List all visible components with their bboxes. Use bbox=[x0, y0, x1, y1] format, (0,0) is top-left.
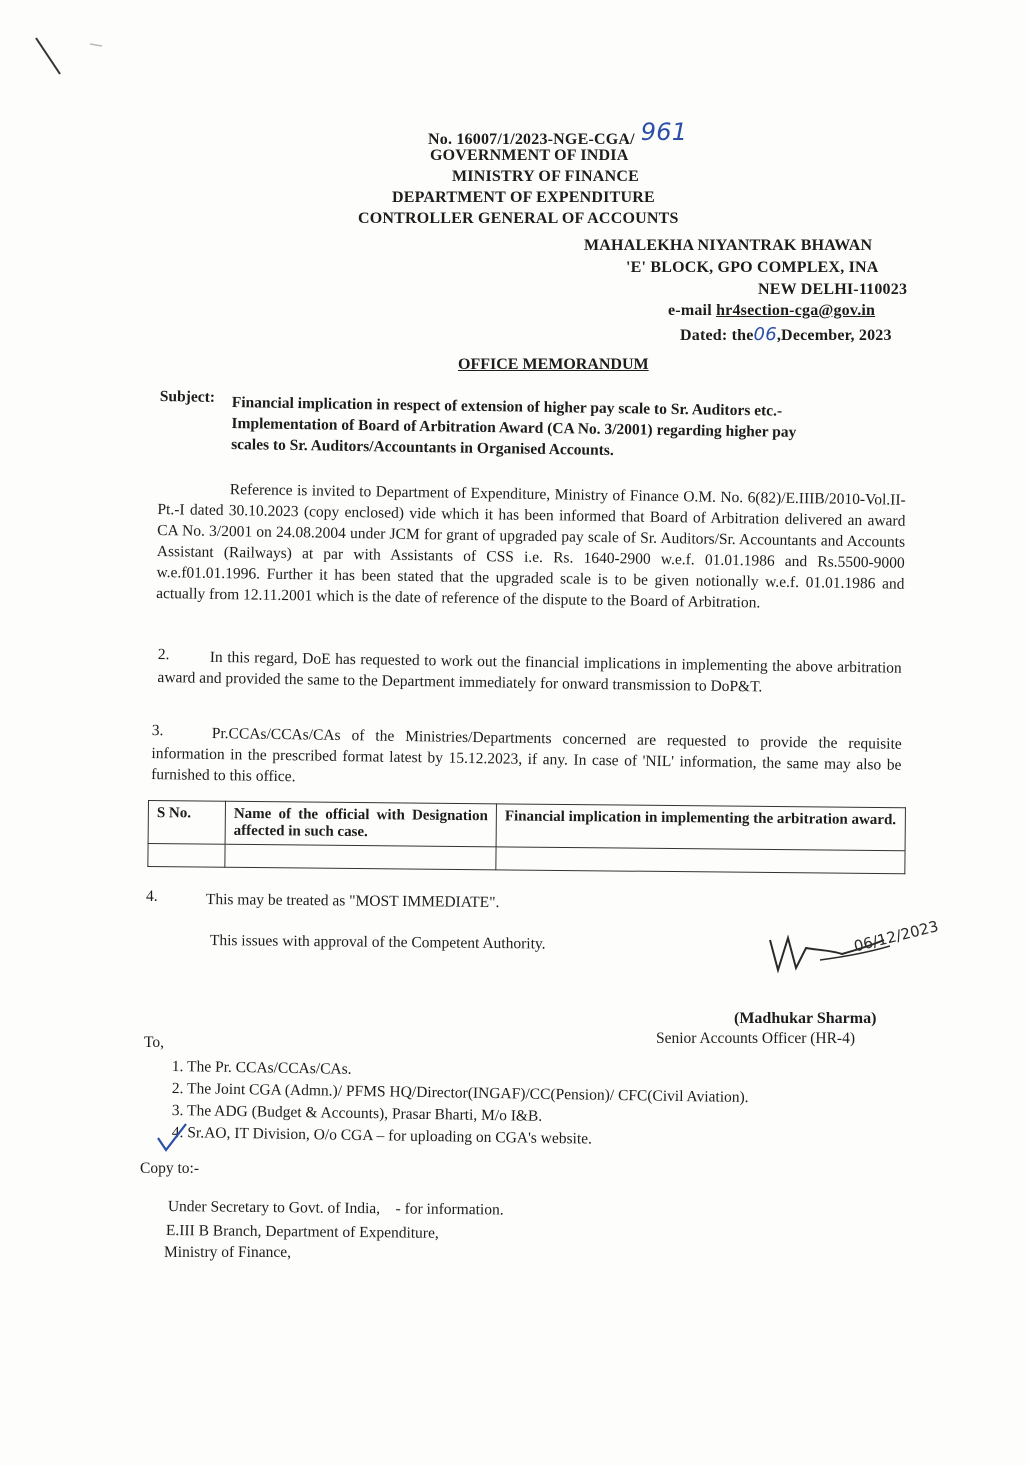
file-number: No. 16007/1/2023-NGE-CGA/ 961 bbox=[428, 118, 688, 148]
office-heading: CONTROLLER GENERAL OF ACCOUNTS bbox=[358, 210, 679, 227]
table-header-row bbox=[148, 801, 905, 851]
ministry-heading: MINISTRY OF FINANCE bbox=[452, 168, 639, 185]
address-line-1: MAHALEKHA NIYANTRAK BHAWAN bbox=[584, 237, 873, 254]
copy-line-3: Ministry of Finance, bbox=[164, 1244, 291, 1261]
paragraph-2-number: 2. bbox=[157, 646, 170, 664]
signatory-designation: Senior Accounts Officer (HR-4) bbox=[656, 1030, 856, 1047]
subject-text: Financial implication in respect of extension of higher pay scale to Sr. Auditors etc.- Implementation of Board of Arbitration Award (CA No. 3/2001) regarding higher pay scales to Sr. Auditors/Accountants in Organised Accounts. bbox=[231, 393, 797, 460]
email-link[interactable]: hr4section-cga@gov.in bbox=[716, 302, 876, 319]
memo-title: OFFICE MEMORANDUM bbox=[458, 356, 649, 373]
copy-line-1: Under Secretary to Govt. of India, - for information. bbox=[167, 1198, 504, 1219]
table-header-sno: S No. bbox=[148, 801, 225, 845]
paragraph-2: In this regard, DoE has requested to work out the financial implications in implementing the above arbitration award and provided the same to the Department immediately for onward transmission to DoP&T. bbox=[157, 648, 902, 696]
subject-label: Subject: bbox=[159, 388, 216, 406]
signature-scribble-icon bbox=[760, 920, 980, 1000]
copy-line-2: E.III B Branch, Department of Expenditure, bbox=[165, 1222, 439, 1242]
recipient-4: 4. Sr.AO, IT Division, O/o CGA – for uploading on CGA's website. bbox=[171, 1124, 593, 1148]
table-header-name: Name of the official with Designation affected in such case. bbox=[225, 801, 496, 847]
govt-heading: GOVERNMENT OF INDIA bbox=[430, 147, 629, 164]
address-line-2: 'E' BLOCK, GPO COMPLEX, INA bbox=[626, 259, 879, 276]
signatory-name: (Madhukar Sharma) bbox=[734, 1010, 877, 1027]
recipient-1: 1. The Pr. CCAs/CCAs/CAs. bbox=[171, 1058, 352, 1078]
handwritten-day: 06 bbox=[753, 324, 777, 345]
dated-line: Dated: the06,December, 2023 bbox=[680, 324, 892, 345]
recipient-2: 2. The Joint CGA (Admn.)/ PFMS HQ/Director(INGAF)/CC(Pension)/ CFC(Civil Aviation). bbox=[171, 1080, 749, 1107]
recipient-3: 3. The ADG (Budget & Accounts), Prasar Bharti, M/o I&B. bbox=[171, 1102, 543, 1125]
copy-to-label: Copy to:- bbox=[140, 1160, 199, 1177]
table-cell bbox=[225, 844, 496, 870]
checkmark-icon bbox=[152, 1118, 192, 1158]
pen-mark-icon bbox=[30, 30, 120, 90]
to-label: To, bbox=[144, 1034, 165, 1051]
department-heading: DEPARTMENT OF EXPENDITURE bbox=[392, 189, 655, 206]
email-line: e-mail hr4section-cga@gov.in bbox=[668, 302, 876, 319]
table-header-implication: Financial implication in implementing the arbitration award. bbox=[496, 804, 905, 851]
table-cell bbox=[148, 844, 225, 868]
paragraph-3-number: 3. bbox=[151, 722, 164, 740]
handwritten-dispatch-number: 961 bbox=[640, 118, 688, 146]
paragraph-4-number: 4. bbox=[146, 888, 158, 905]
signature-date: 06/12/2023 bbox=[852, 917, 941, 956]
table-cell bbox=[496, 847, 905, 874]
paragraph-4: This may be treated as "MOST IMMEDIATE". bbox=[205, 891, 500, 912]
address-line-3: NEW DELHI-110023 bbox=[758, 281, 908, 298]
paragraph-1: Reference is invited to Department of Expenditure, Ministry of Finance O.M. No. 6(82)/E.IIIB/2010-Vol.II-Pt.-I dated 30.10.2023 (copy enclosed) vide which it has been informed that Board of Arbitration delivered an award CA No. 3/2001 on 24.08.2004 under JCM for grant of upgraded pay scale of Sr. Auditors/Sr. Accountants and Accounts Assistant (Railways) at par with Assistants of CSS i.e. Rs. 1640-2900 w.e.f. 01.01.1986 and Rs.5500-9000 w.e.f01.01.1996. Further it has been stated that the upgraded scale is to be given notionally w.e.f. 01.01.1986 and actually from 12.11.2001 which is the date of reference of the dispute to the Board of Arbitration. bbox=[156, 481, 906, 612]
format-table bbox=[147, 800, 906, 874]
approval-line: This issues with approval of the Competent Authority. bbox=[209, 932, 546, 953]
paragraph-3: Pr.CCAs/CCAs/CAs of the Ministries/Departments concerned are requested to provide the requisite information in the prescribed format latest by 15.12.2023, if any. In case of 'NIL' information, the same may also be furnished to this office. bbox=[151, 724, 902, 786]
